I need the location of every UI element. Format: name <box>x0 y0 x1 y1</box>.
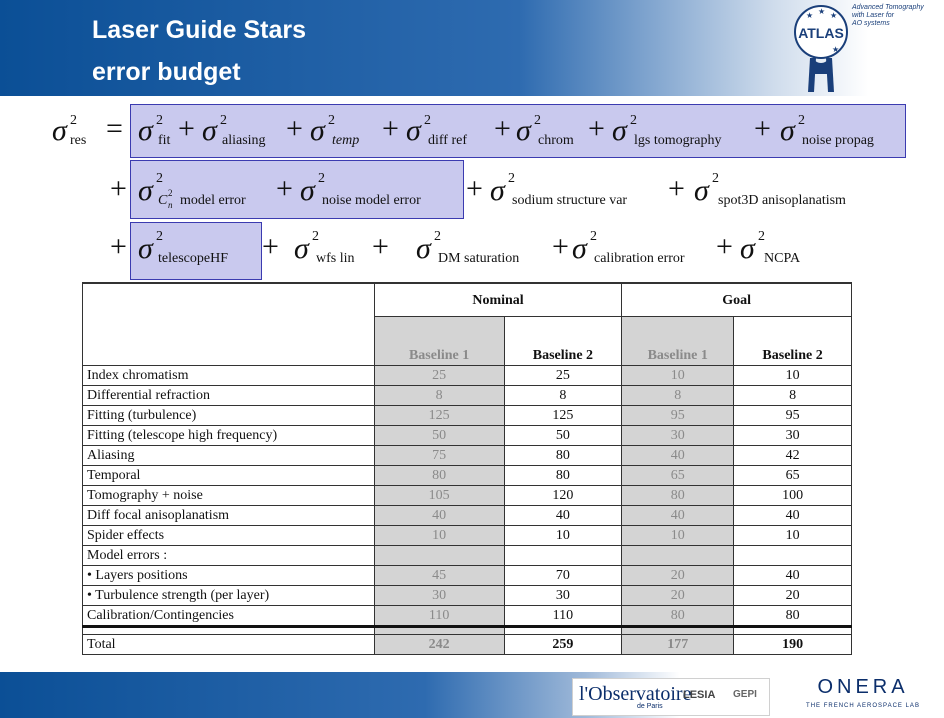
row-value: 40 <box>504 506 622 526</box>
svg-text:lgs tomography: lgs tomography <box>634 133 722 148</box>
row-value: 30 <box>622 426 734 446</box>
atlas-tagline: Advanced Tomography with Laser for AO systems <box>852 4 924 27</box>
row-label: Tomography + noise <box>83 486 375 506</box>
svg-text:+: + <box>262 230 279 263</box>
svg-text:res: res <box>70 133 87 148</box>
svg-text:+: + <box>110 172 127 205</box>
svg-text:+: + <box>110 230 127 263</box>
separator-cell <box>734 627 852 635</box>
row-value: 95 <box>622 406 734 426</box>
separator-cell <box>504 627 622 635</box>
row-label: • Layers positions <box>83 566 375 586</box>
table-row <box>83 446 852 466</box>
table-row <box>83 506 852 526</box>
error-budget-equation <box>0 96 944 282</box>
svg-text:σ: σ <box>300 174 315 207</box>
row-value: 10 <box>374 526 504 546</box>
svg-text:NCPA: NCPA <box>764 251 801 266</box>
row-value: 105 <box>374 486 504 506</box>
row-value: 110 <box>374 606 504 627</box>
atlas-logo <box>792 2 850 94</box>
svg-text:+: + <box>466 172 483 205</box>
group-header-nominal: Nominal <box>374 283 622 317</box>
svg-text:2: 2 <box>220 113 227 128</box>
total-value: 177 <box>622 635 734 655</box>
svg-text:+: + <box>754 112 771 145</box>
svg-text:σ: σ <box>416 232 431 265</box>
row-value: 20 <box>734 586 852 606</box>
row-value: 10 <box>622 366 734 386</box>
row-value: 10 <box>734 366 852 386</box>
svg-text:2: 2 <box>758 229 765 244</box>
row-value: 42 <box>734 446 852 466</box>
equation-line-1 <box>52 112 874 148</box>
svg-text:σ: σ <box>406 114 421 147</box>
col-header: Baseline 1 <box>374 317 504 366</box>
row-value <box>734 546 852 566</box>
error-budget-table <box>82 282 856 660</box>
svg-text:σ: σ <box>294 232 309 265</box>
row-value: 80 <box>622 606 734 627</box>
svg-text:diff ref: diff ref <box>428 133 467 148</box>
svg-text:+: + <box>588 112 605 145</box>
svg-text:+: + <box>716 230 733 263</box>
col-header: Baseline 1 <box>622 317 734 366</box>
row-value: 45 <box>374 566 504 586</box>
row-label: Spider effects <box>83 526 375 546</box>
svg-text:+: + <box>494 112 511 145</box>
svg-text:sodium structure var: sodium structure var <box>512 193 628 208</box>
onera-logo: ONERA THE FRENCH AEROSPACE LAB <box>806 676 920 709</box>
svg-text:2: 2 <box>534 113 541 128</box>
total-value: 259 <box>504 635 622 655</box>
total-label: Total <box>83 635 375 655</box>
row-value: 65 <box>622 466 734 486</box>
row-label: • Turbulence strength (per layer) <box>83 586 375 606</box>
svg-text:temp: temp <box>332 133 360 148</box>
svg-text:2: 2 <box>156 113 163 128</box>
atlas-logo-text: ATLAS <box>798 25 844 41</box>
svg-text:★: ★ <box>806 11 814 20</box>
row-label: Model errors : <box>83 546 375 566</box>
row-value: 80 <box>622 486 734 506</box>
row-label: Temporal <box>83 466 375 486</box>
svg-text:+: + <box>276 172 293 205</box>
row-label: Index chromatism <box>83 366 375 386</box>
svg-text:C: C <box>158 193 168 208</box>
separator-cell <box>374 627 504 635</box>
svg-text:2: 2 <box>168 188 173 198</box>
row-value: 120 <box>504 486 622 506</box>
row-value: 75 <box>374 446 504 466</box>
row-value: 25 <box>374 366 504 386</box>
row-value: 8 <box>622 386 734 406</box>
svg-text:2: 2 <box>328 113 335 128</box>
svg-text:σ: σ <box>740 232 755 265</box>
svg-text:2: 2 <box>318 171 325 186</box>
row-value <box>374 546 504 566</box>
svg-text:+: + <box>286 112 303 145</box>
svg-text:σ: σ <box>572 232 587 265</box>
svg-text:2: 2 <box>424 113 431 128</box>
svg-text:σ: σ <box>516 114 531 147</box>
svg-text:★: ★ <box>830 11 838 20</box>
svg-text:σ: σ <box>138 114 153 147</box>
row-label: Fitting (turbulence) <box>83 406 375 426</box>
row-value: 8 <box>374 386 504 406</box>
row-label: Calibration/Contingencies <box>83 606 375 627</box>
total-value: 190 <box>734 635 852 655</box>
table-row <box>83 546 852 566</box>
svg-text:σ: σ <box>138 232 153 265</box>
svg-text:=: = <box>106 112 123 145</box>
group-header-goal: Goal <box>622 283 852 317</box>
row-value <box>622 546 734 566</box>
col-header: Baseline 2 <box>504 317 622 366</box>
svg-text:2: 2 <box>156 229 163 244</box>
row-value: 100 <box>734 486 852 506</box>
svg-text:2: 2 <box>590 229 597 244</box>
equation-line-2 <box>110 171 846 210</box>
svg-text:2: 2 <box>630 113 637 128</box>
svg-text:model error: model error <box>180 193 246 208</box>
separator-cell <box>83 627 375 635</box>
svg-text:chrom: chrom <box>538 133 574 148</box>
table-row <box>83 406 852 426</box>
row-value: 110 <box>504 606 622 627</box>
table-row <box>83 586 852 606</box>
svg-text:+: + <box>178 112 195 145</box>
svg-text:calibration error: calibration error <box>594 251 685 266</box>
row-value: 80 <box>504 466 622 486</box>
svg-text:noise model error: noise model error <box>322 193 421 208</box>
row-value: 50 <box>374 426 504 446</box>
svg-text:+: + <box>372 230 389 263</box>
svg-text:2: 2 <box>712 171 719 186</box>
row-value: 65 <box>734 466 852 486</box>
total-row <box>83 635 852 655</box>
row-value: 10 <box>504 526 622 546</box>
row-value: 40 <box>622 446 734 466</box>
svg-text:σ: σ <box>202 114 217 147</box>
svg-text:σ: σ <box>780 114 795 147</box>
row-value: 40 <box>374 506 504 526</box>
row-value: 95 <box>734 406 852 426</box>
svg-text:fit: fit <box>158 133 171 148</box>
svg-text:σ: σ <box>310 114 325 147</box>
table-row <box>83 606 852 627</box>
svg-text:σ: σ <box>52 114 67 147</box>
row-value <box>504 546 622 566</box>
row-label: Fitting (telescope high frequency) <box>83 426 375 446</box>
separator-cell <box>622 627 734 635</box>
lesia-logo: LESIA <box>683 689 716 701</box>
table-row <box>83 526 852 546</box>
row-value: 20 <box>622 586 734 606</box>
total-value: 242 <box>374 635 504 655</box>
svg-text:2: 2 <box>70 113 77 128</box>
table-row <box>83 386 852 406</box>
svg-text:2: 2 <box>312 229 319 244</box>
svg-text:+: + <box>668 172 685 205</box>
observatoire-logo: l'Observatoire de Paris LESIA GEPI <box>572 678 770 716</box>
svg-text:σ: σ <box>612 114 627 147</box>
row-value: 125 <box>504 406 622 426</box>
equation-line-3 <box>110 229 801 266</box>
svg-text:+: + <box>382 112 399 145</box>
svg-text:+: + <box>552 230 569 263</box>
row-value: 10 <box>622 526 734 546</box>
row-label: Differential refraction <box>83 386 375 406</box>
row-value: 30 <box>734 426 852 446</box>
svg-text:2: 2 <box>434 229 441 244</box>
row-value: 8 <box>504 386 622 406</box>
row-label: Diff focal anisoplanatism <box>83 506 375 526</box>
svg-text:DM saturation: DM saturation <box>438 251 520 266</box>
svg-text:σ: σ <box>490 174 505 207</box>
row-value: 30 <box>504 586 622 606</box>
gepi-logo: GEPI <box>733 689 757 700</box>
row-value: 80 <box>374 466 504 486</box>
page-title: Laser Guide Stars <box>92 16 306 44</box>
svg-text:n: n <box>168 200 173 210</box>
table-row <box>83 466 852 486</box>
table-row <box>83 566 852 586</box>
svg-text:telescopeHF: telescopeHF <box>158 251 228 266</box>
total-separator <box>83 627 852 635</box>
row-value: 10 <box>734 526 852 546</box>
col-header: Baseline 2 <box>734 317 852 366</box>
row-value: 125 <box>374 406 504 426</box>
svg-text:aliasing: aliasing <box>222 133 266 148</box>
row-value: 80 <box>734 606 852 627</box>
table-row <box>83 426 852 446</box>
svg-text:noise propag: noise propag <box>802 133 874 148</box>
corner-cell <box>83 283 375 366</box>
row-value: 50 <box>504 426 622 446</box>
svg-text:spot3D anisoplanatism: spot3D anisoplanatism <box>718 193 846 208</box>
row-value: 40 <box>622 506 734 526</box>
svg-text:2: 2 <box>156 171 163 186</box>
row-value: 70 <box>504 566 622 586</box>
row-value: 25 <box>504 366 622 386</box>
svg-text:★: ★ <box>818 7 826 16</box>
svg-text:★: ★ <box>832 45 840 54</box>
table-row <box>83 366 852 386</box>
row-value: 40 <box>734 566 852 586</box>
svg-text:wfs lin: wfs lin <box>316 251 355 266</box>
row-value: 8 <box>734 386 852 406</box>
svg-text:σ: σ <box>138 174 153 207</box>
svg-text:2: 2 <box>508 171 515 186</box>
row-value: 30 <box>374 586 504 606</box>
svg-text:σ: σ <box>694 174 709 207</box>
svg-text:2: 2 <box>798 113 805 128</box>
table-row <box>83 486 852 506</box>
row-value: 40 <box>734 506 852 526</box>
row-label: Aliasing <box>83 446 375 466</box>
row-value: 20 <box>622 566 734 586</box>
row-value: 80 <box>504 446 622 466</box>
page-subtitle: error budget <box>92 58 241 86</box>
